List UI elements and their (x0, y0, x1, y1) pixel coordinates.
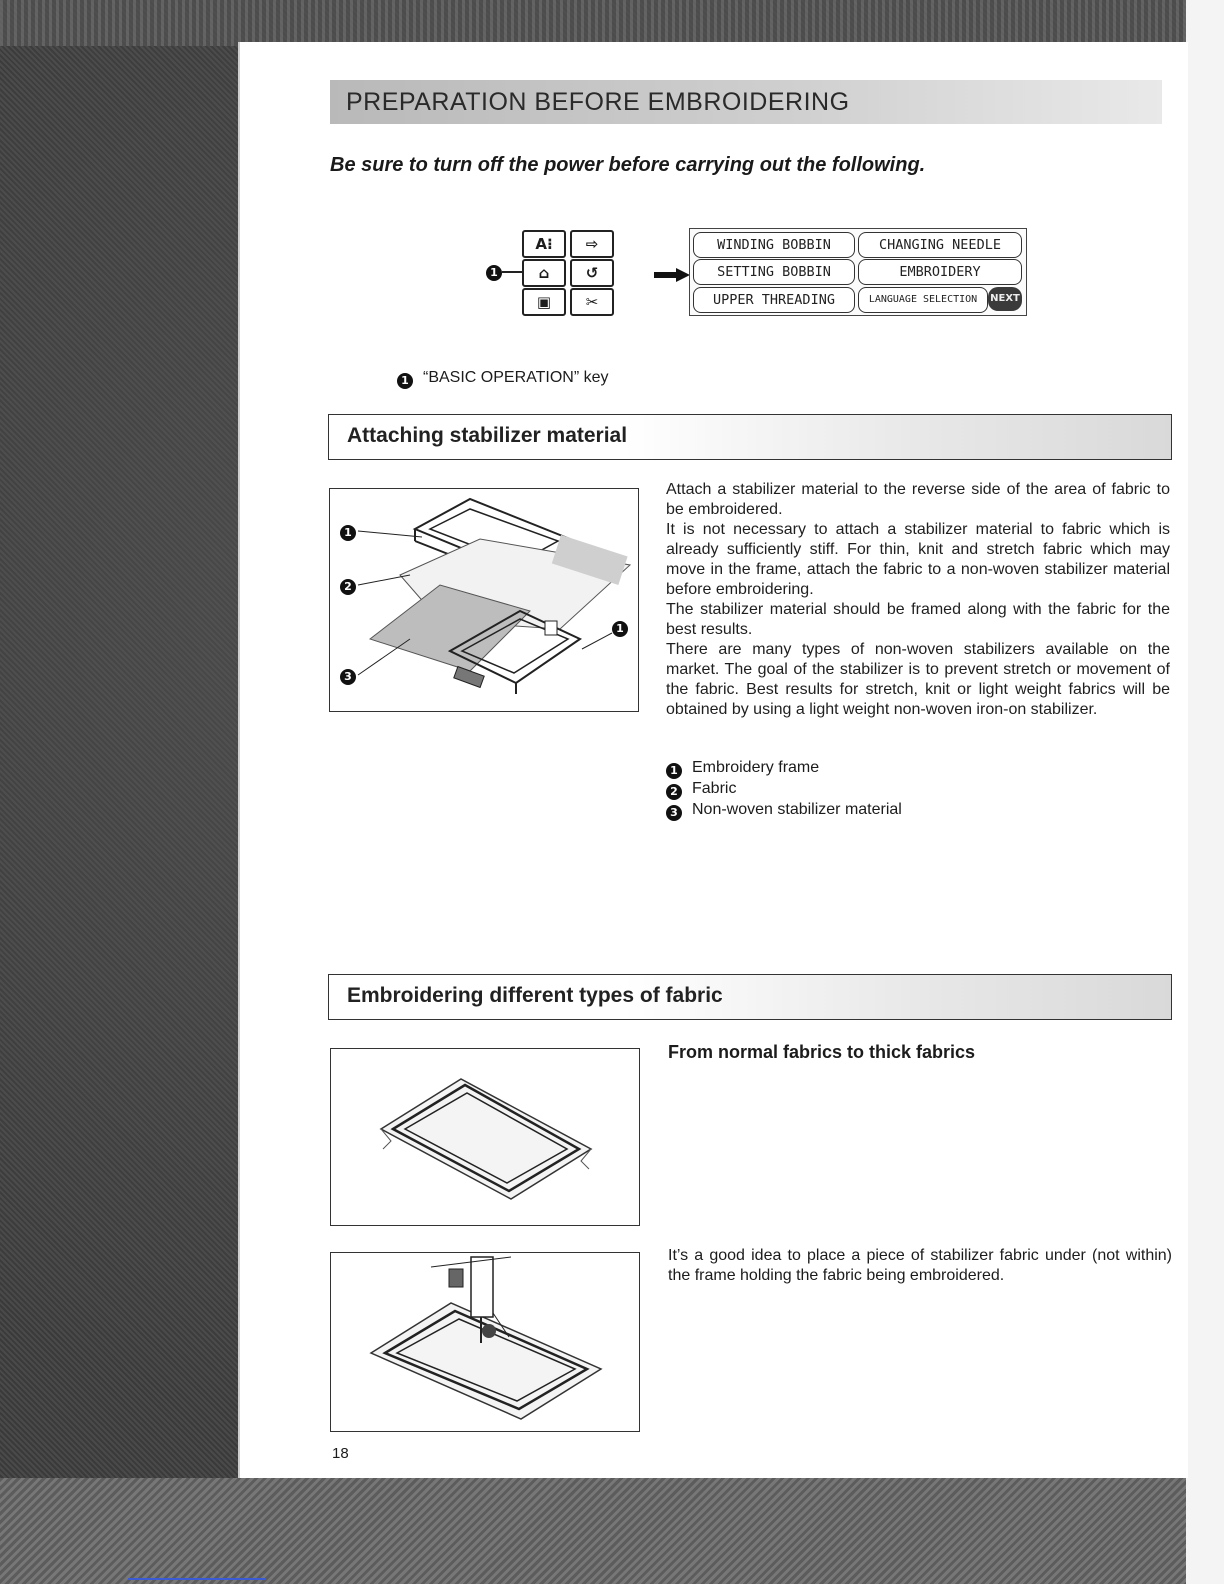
page-title: PREPARATION BEFORE EMBROIDERING (346, 88, 850, 116)
stabilizer-figure (329, 488, 639, 712)
legend-item (666, 758, 902, 779)
callout-number: 2 (340, 579, 356, 595)
scan-right-margin (1186, 0, 1224, 1584)
legend-item (666, 779, 902, 800)
legend-item (666, 800, 902, 821)
normal-to-thick-subheading: From normal fabrics to thick fabrics (668, 1042, 976, 1062)
key-scissors-icon: ✂ (570, 288, 614, 316)
callout-stabilizer (340, 667, 356, 685)
corner-link-underline (128, 1578, 266, 1580)
paragraph: Attach a stabilizer material to the reverse side of the area of fabric to be embroidered. (666, 481, 1170, 518)
lcd-changing-needle-button[interactable]: CHANGING NEEDLE (858, 232, 1022, 258)
callout-number: 1 (612, 621, 628, 637)
lcd-winding-bobbin-button[interactable]: WINDING BOBBIN (693, 232, 855, 258)
section-title: Embroidering different types of fabric (347, 984, 723, 1007)
basic-operation-key: ⌂ (522, 259, 566, 287)
machine-embroidery-figure (330, 1252, 640, 1432)
legend-text: Fabric (692, 780, 737, 797)
key-caption (397, 369, 609, 389)
control-keypad (486, 230, 636, 330)
section-header-fabric-types (328, 974, 1172, 1020)
stabilizer-tip: It’s a good idea to place a piece of stabilizer fabric under (not within) the frame holding the fabric being embroidered. (668, 1247, 1172, 1284)
callout-fabric (340, 577, 356, 595)
keypad-callout (486, 263, 502, 281)
key-display-icon: ⇨ (570, 230, 614, 258)
callout-number: 1 (397, 373, 413, 389)
key-memory-icon: ↺ (570, 259, 614, 287)
callout-frame-top (340, 523, 356, 541)
key-text-icon: A⁝ (522, 230, 566, 258)
key-embroidery-icon: ▣ (522, 288, 566, 316)
callout-number: 1 (666, 763, 682, 779)
presser-foot-illustration (331, 1253, 639, 1431)
lcd-language-selection-button[interactable]: LANGUAGE SELECTION (858, 287, 988, 313)
framed-fabric-figure (330, 1048, 640, 1226)
scan-top-edge (0, 0, 1224, 46)
section-header-stabilizer (328, 414, 1172, 460)
key-caption-text: “BASIC OPERATION” key (423, 369, 609, 386)
power-off-warning: Be sure to turn off the power before carrying out the following. (330, 154, 926, 176)
manual-page (238, 42, 1188, 1478)
stabilizer-description (666, 480, 1170, 720)
legend-text: Embroidery frame (692, 759, 820, 776)
lcd-upper-threading-button[interactable]: UPPER THREADING (693, 287, 855, 313)
title-banner (330, 80, 1162, 124)
legend-text: Non-woven stabilizer material (692, 801, 902, 818)
scan-bottom-edge (0, 1478, 1224, 1584)
hoop-illustration (331, 1049, 639, 1225)
paragraph: It is not necessary to attach a stabilizer material to fabric which is already sufficiently stiff. For thin, knit and stretch fabric which may move in the frame, attach the fabric to a non-woven stabilizer material before embroidering. (666, 521, 1170, 598)
callout-number: 2 (666, 784, 682, 800)
section-title: Attaching stabilizer material (347, 424, 628, 447)
callout-number: 3 (666, 805, 682, 821)
frame-illustration (330, 489, 638, 711)
paragraph: The stabilizer material should be framed along with the fabric for the best results. (666, 601, 1170, 638)
callout-number: 1 (340, 525, 356, 541)
page-number: 18 (332, 1445, 349, 1462)
callout-frame-bottom (612, 619, 628, 637)
lcd-next-button[interactable]: NEXT (988, 287, 1022, 311)
callout-number: 3 (340, 669, 356, 685)
callout-leader-line (502, 271, 522, 273)
paragraph: There are many types of non-woven stabilizers available on the market. The goal of the stabilizer is to prevent stretch or movement of the fabric. Best results for stretch, knit or light weight fabrics will be obtained by using a light weight non-woven iron-on stabilizer. (666, 641, 1170, 718)
lcd-screen (689, 228, 1027, 316)
arrow-right-icon (654, 268, 690, 282)
callout-number: 1 (486, 265, 502, 281)
lcd-setting-bobbin-button[interactable]: SETTING BOBBIN (693, 259, 855, 285)
lcd-embroidery-button[interactable]: EMBROIDERY (858, 259, 1022, 285)
parts-legend (666, 758, 902, 821)
